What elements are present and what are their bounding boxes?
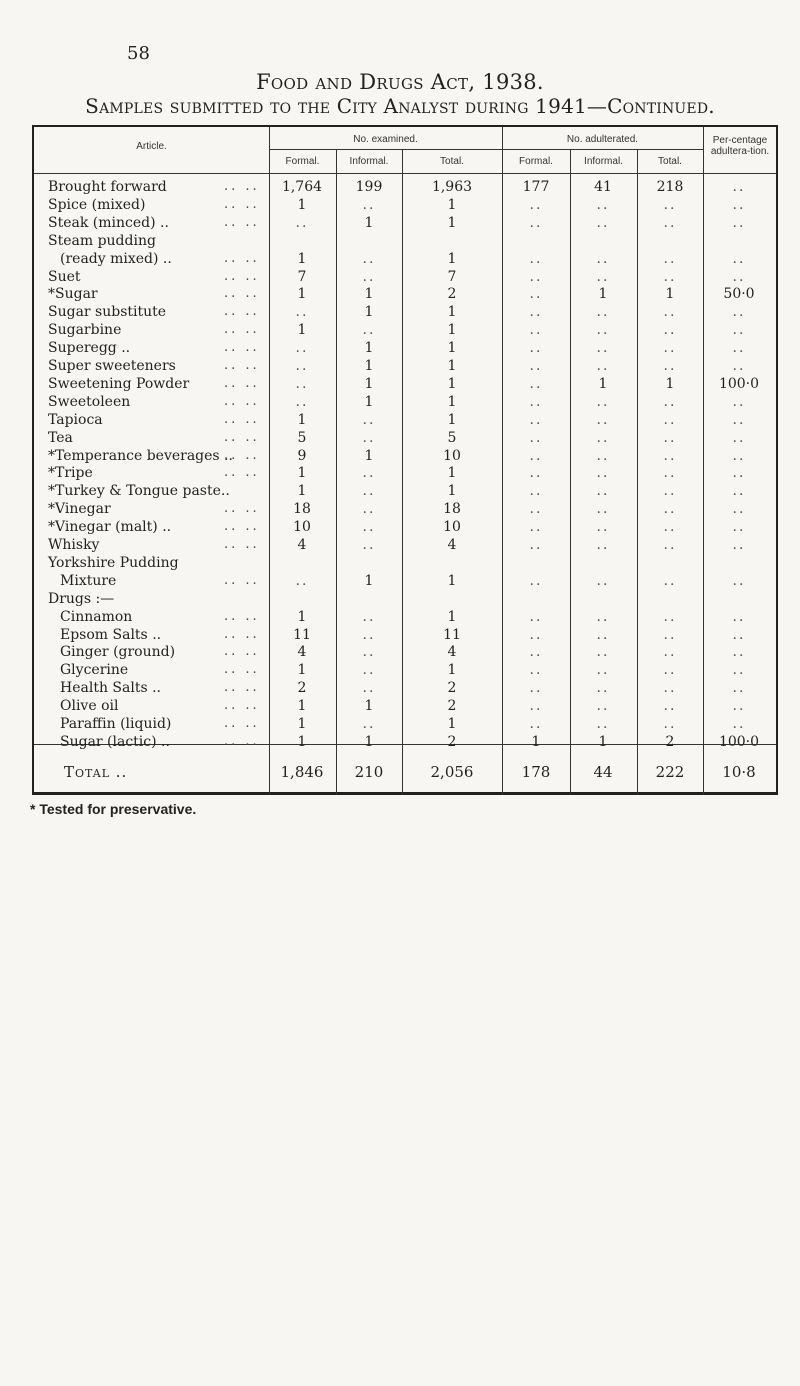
page-subtitle: Samples submitted to the City Analyst during 1941—Continued. — [85, 94, 715, 118]
table-cell: 1 — [364, 340, 374, 357]
leader-dots: .. .. — [224, 214, 260, 230]
header-adulterated: No. adulterated. — [566, 134, 639, 145]
table-cell: .. — [362, 465, 376, 482]
table-cell: .. — [732, 340, 746, 357]
table-cell: 1 — [297, 465, 307, 482]
row-label: Sugar (lactic) .. — [60, 733, 170, 750]
leader-dots: .. .. — [224, 179, 260, 194]
table-cell: 1 — [364, 286, 374, 303]
table-cell: .. — [362, 196, 376, 213]
header-examined-formal: Formal. — [285, 156, 320, 167]
table-cell: 1 — [364, 375, 374, 392]
row-label: Steak (minced) .. — [48, 214, 169, 231]
table-cell: 2 — [447, 286, 457, 303]
table-cell: .. — [663, 608, 677, 625]
row-label: Tapioca — [48, 411, 103, 428]
table-cell: .. — [596, 358, 610, 374]
table-cell: 1 — [297, 250, 307, 267]
total-cell: 222 — [655, 763, 685, 781]
leader-dots: .. .. — [224, 375, 260, 391]
table-cell: .. — [529, 465, 543, 482]
leader-dots: .. .. — [224, 322, 260, 338]
table-cell: 2 — [447, 680, 457, 697]
table-cell: .. — [529, 572, 543, 589]
leader-dots: .. .. — [224, 268, 260, 284]
table-cell: 1 — [447, 716, 457, 732]
table-cell: 1 — [598, 375, 608, 392]
table-cell: .. — [529, 358, 543, 374]
table-cell: .. — [362, 268, 376, 285]
table-cell: .. — [596, 662, 610, 679]
table-cell: 1 — [364, 358, 374, 374]
row-label: Steam pudding — [48, 232, 156, 249]
table-cell: 1 — [364, 214, 374, 231]
table-cell: .. — [596, 250, 610, 267]
table-cell: 1 — [364, 733, 374, 750]
table-cell: .. — [529, 429, 543, 446]
row-label: *Vinegar — [48, 501, 111, 518]
table-cell: .. — [732, 537, 746, 553]
leader-dots: .. .. — [224, 196, 260, 212]
leader-dots: .. .. — [224, 626, 260, 642]
table-cell: .. — [663, 250, 677, 267]
row-label: *Sugar — [48, 286, 98, 303]
row-label: Super sweeteners — [48, 358, 176, 374]
total-cell: 1,846 — [280, 763, 324, 781]
table-cell: .. — [529, 447, 543, 464]
table-cell: .. — [596, 268, 610, 285]
row-label: Superegg .. — [48, 340, 131, 357]
table-cell: .. — [529, 501, 543, 518]
table-cell: .. — [529, 698, 543, 715]
leader-dots: .. .. — [224, 429, 260, 445]
table-cell: .. — [732, 501, 746, 518]
table-cell: .. — [596, 608, 610, 625]
table-cell: .. — [663, 716, 677, 732]
table-cell: .. — [596, 716, 610, 732]
table-cell: .. — [732, 662, 746, 679]
table-cell: .. — [529, 304, 543, 321]
total-cell: 2,056 — [430, 763, 474, 781]
table-cell: .. — [529, 537, 543, 553]
table-cell: 1 — [598, 286, 608, 303]
table-cell: .. — [529, 393, 543, 410]
table-cell: .. — [596, 483, 610, 500]
leader-dots: .. .. — [224, 572, 260, 588]
table-cell: .. — [732, 519, 746, 536]
leader-dots: .. .. — [224, 304, 260, 320]
table-cell: .. — [362, 519, 376, 536]
table-cell: 11 — [443, 626, 461, 643]
table-cell: .. — [362, 537, 376, 553]
table-cell: .. — [362, 322, 376, 339]
row-label: Suet — [48, 268, 81, 285]
header-subrule — [269, 149, 703, 150]
table-cell: .. — [663, 304, 677, 321]
leader-dots: .. .. — [224, 608, 260, 624]
table-cell: .. — [362, 626, 376, 643]
table-cell: 1 — [297, 662, 307, 679]
table-cell: .. — [596, 393, 610, 410]
table-cell: 1 — [297, 411, 307, 428]
table-cell: 1 — [447, 393, 457, 410]
table-cell: 10 — [293, 519, 311, 536]
table-cell: 1 — [297, 196, 307, 213]
table-cell: 41 — [594, 179, 612, 195]
row-label: Sweetoleen — [48, 393, 131, 410]
row-label: Ginger (ground) — [60, 644, 176, 661]
table-cell: .. — [732, 698, 746, 715]
row-label: *Tripe — [48, 465, 93, 482]
table-cell: .. — [529, 286, 543, 303]
table-cell: 1 — [364, 447, 374, 464]
row-label: Tea — [48, 429, 73, 446]
table-cell: .. — [732, 214, 746, 231]
table-cell: .. — [529, 662, 543, 679]
table-cell: .. — [295, 375, 309, 392]
samples-table — [32, 125, 778, 795]
leader-dots: .. .. — [224, 465, 260, 481]
table-cell: 2 — [447, 698, 457, 715]
table-cell: .. — [732, 429, 746, 446]
header-percentage: Per-centage adultera-tion. — [710, 135, 770, 157]
table-cell: .. — [529, 411, 543, 428]
table-cell: .. — [663, 196, 677, 213]
table-cell: .. — [295, 393, 309, 410]
header-rule — [34, 173, 776, 174]
table-cell: .. — [596, 519, 610, 536]
row-label: Sweetening Powder — [48, 375, 190, 392]
table-cell: 9 — [297, 447, 307, 464]
table-cell: .. — [732, 322, 746, 339]
table-cell: .. — [663, 483, 677, 500]
table-cell: .. — [732, 447, 746, 464]
table-cell: 1 — [447, 411, 457, 428]
table-cell: .. — [663, 501, 677, 518]
table-cell: 2 — [447, 733, 457, 750]
table-cell: .. — [529, 268, 543, 285]
leader-dots: .. .. — [224, 340, 260, 356]
table-cell: .. — [362, 608, 376, 625]
table-cell: .. — [596, 304, 610, 321]
table-cell: 4 — [447, 537, 457, 553]
table-cell: 1 — [447, 304, 457, 321]
total-cell: 178 — [521, 763, 551, 781]
table-cell: 100·0 — [718, 733, 760, 750]
table-cell: .. — [362, 250, 376, 267]
table-cell: .. — [295, 572, 309, 589]
row-label: Drugs :— — [48, 590, 115, 607]
header-adulterated-total: Total. — [658, 156, 682, 167]
table-cell: .. — [596, 196, 610, 213]
table-cell: 1 — [447, 375, 457, 392]
table-cell: 1 — [297, 483, 307, 500]
table-cell: .. — [529, 196, 543, 213]
table-cell: .. — [362, 429, 376, 446]
table-cell: 1 — [297, 286, 307, 303]
table-cell: .. — [596, 429, 610, 446]
table-cell: 1 — [447, 340, 457, 357]
table-cell: 1 — [297, 608, 307, 625]
table-cell: .. — [295, 214, 309, 231]
table-cell: 5 — [297, 429, 307, 446]
header-article: Article. — [136, 141, 167, 152]
table-cell: 4 — [297, 644, 307, 661]
table-cell: .. — [596, 501, 610, 518]
row-label: Sugar substitute — [48, 304, 167, 321]
total-cell: 44 — [593, 763, 613, 781]
table-cell: .. — [295, 304, 309, 321]
table-cell: 1 — [297, 322, 307, 339]
table-cell: 1 — [447, 196, 457, 213]
table-cell: .. — [529, 519, 543, 536]
leader-dots: .. .. — [224, 358, 260, 373]
table-cell: 100·0 — [718, 375, 760, 392]
table-cell: 2 — [665, 733, 675, 750]
table-cell: .. — [529, 716, 543, 732]
table-cell: 1 — [531, 733, 541, 750]
table-cell: 10 — [443, 519, 461, 536]
row-label: Olive oil — [60, 698, 119, 715]
table-cell: 4 — [297, 537, 307, 553]
footnote: * Tested for preservative. — [30, 801, 197, 817]
table-cell: .. — [596, 680, 610, 697]
table-cell: .. — [663, 537, 677, 553]
leader-dots: .. .. — [224, 447, 260, 463]
table-cell: .. — [596, 626, 610, 643]
table-cell: .. — [732, 268, 746, 285]
table-cell: 1 — [297, 698, 307, 715]
table-cell: 1,963 — [431, 179, 473, 195]
table-cell: 18 — [293, 501, 311, 518]
table-cell: .. — [529, 340, 543, 357]
leader-dots: .. .. — [224, 698, 260, 714]
leader-dots: .. .. — [224, 519, 260, 535]
table-cell: 1,764 — [281, 179, 323, 195]
table-cell: 1 — [447, 358, 457, 374]
row-label: *Vinegar (malt) .. — [48, 519, 172, 536]
table-cell: 218 — [656, 179, 684, 195]
table-cell: 1 — [447, 572, 457, 589]
page-number: 58 — [127, 43, 150, 64]
table-cell: .. — [596, 447, 610, 464]
table-cell: .. — [663, 519, 677, 536]
row-label: Paraffin (liquid) — [60, 716, 172, 732]
table-cell: .. — [362, 716, 376, 732]
leader-dots: .. .. — [224, 733, 260, 749]
table-cell: .. — [596, 644, 610, 661]
table-cell: .. — [596, 214, 610, 231]
table-cell: 1 — [364, 393, 374, 410]
table-cell: .. — [663, 465, 677, 482]
row-label: (ready mixed) .. — [60, 250, 172, 267]
table-cell: .. — [596, 572, 610, 589]
table-cell: .. — [732, 626, 746, 643]
table-cell: 1 — [598, 733, 608, 750]
table-cell: 1 — [364, 572, 374, 589]
row-label: Sugarbine — [48, 322, 122, 339]
table-cell: 1 — [447, 214, 457, 231]
row-label: Whisky — [48, 537, 100, 553]
table-cell: 1 — [297, 716, 307, 732]
table-cell: 1 — [447, 322, 457, 339]
table-cell: .. — [596, 465, 610, 482]
leader-dots: .. .. — [224, 662, 260, 678]
row-label: Epsom Salts .. — [60, 626, 162, 643]
table-cell: 1 — [665, 286, 675, 303]
table-cell: .. — [732, 644, 746, 661]
table-cell: .. — [732, 483, 746, 500]
table-cell: .. — [663, 429, 677, 446]
table-cell: .. — [663, 644, 677, 661]
total-cell: 10·8 — [722, 763, 756, 781]
table-cell: 7 — [297, 268, 307, 285]
table-cell: 1 — [447, 483, 457, 500]
leader-dots: .. .. — [224, 393, 260, 409]
header-adulterated-formal: Formal. — [519, 156, 553, 167]
table-cell: 1 — [665, 375, 675, 392]
leader-dots: .. .. — [224, 501, 260, 517]
table-cell: 1 — [447, 250, 457, 267]
table-cell: 1 — [364, 304, 374, 321]
table-cell: .. — [596, 411, 610, 428]
table-cell: 1 — [364, 698, 374, 715]
table-cell: 11 — [293, 626, 311, 643]
table-cell: .. — [732, 411, 746, 428]
header-examined-informal: Informal. — [349, 156, 389, 167]
table-cell: .. — [663, 268, 677, 285]
table-cell: .. — [529, 626, 543, 643]
total-cell: 210 — [354, 763, 384, 781]
table-cell: .. — [362, 411, 376, 428]
table-cell: .. — [295, 358, 309, 374]
table-cell: .. — [596, 537, 610, 553]
row-label: Mixture — [60, 572, 117, 589]
table-cell: .. — [732, 572, 746, 589]
leader-dots: .. .. — [224, 644, 260, 660]
table-cell: .. — [529, 608, 543, 625]
table-cell: .. — [732, 393, 746, 410]
leader-dots: .. .. — [224, 537, 260, 552]
table-cell: .. — [663, 411, 677, 428]
leader-dots: .. .. — [224, 411, 260, 427]
table-cell: 1 — [447, 662, 457, 679]
table-cell: 50·0 — [723, 286, 755, 303]
table-cell: .. — [732, 250, 746, 267]
table-cell: .. — [663, 662, 677, 679]
table-cell: .. — [732, 196, 746, 213]
header-examined-total: Total. — [440, 156, 464, 167]
row-label: Cinnamon — [60, 608, 133, 625]
table-cell: .. — [529, 483, 543, 500]
table-cell: .. — [663, 626, 677, 643]
page-title: Food and Drugs Act, 1938. — [256, 70, 544, 94]
table-cell: .. — [732, 608, 746, 625]
table-cell: .. — [732, 680, 746, 697]
table-cell: 5 — [447, 429, 457, 446]
leader-dots: .. .. — [224, 680, 260, 696]
table-cell: .. — [295, 340, 309, 357]
table-cell: 1 — [447, 465, 457, 482]
table-cell: .. — [663, 680, 677, 697]
table-cell: .. — [732, 179, 746, 195]
table-cell: .. — [732, 465, 746, 482]
header-examined: No. examined. — [353, 134, 418, 145]
table-cell: .. — [663, 322, 677, 339]
leader-dots: .. .. — [224, 250, 260, 266]
table-cell: .. — [663, 698, 677, 715]
table-cell: .. — [663, 393, 677, 410]
table-cell: .. — [362, 680, 376, 697]
row-label: Yorkshire Pudding — [48, 554, 179, 571]
table-cell: .. — [663, 340, 677, 357]
table-cell: 4 — [447, 644, 457, 661]
table-cell: .. — [529, 375, 543, 392]
row-label: Health Salts .. — [60, 680, 161, 697]
row-label: Glycerine — [60, 662, 129, 679]
table-cell: 10 — [443, 447, 461, 464]
table-cell: .. — [362, 662, 376, 679]
table-cell: 199 — [355, 179, 383, 195]
table-cell: 1 — [447, 608, 457, 625]
table-cell: .. — [663, 358, 677, 374]
header-adulterated-informal: Informal. — [584, 156, 623, 167]
table-cell: .. — [596, 340, 610, 357]
row-label: Brought forward — [48, 179, 167, 195]
table-cell: .. — [362, 483, 376, 500]
table-cell: 7 — [447, 268, 457, 285]
row-label: *Temperance beverages .. — [48, 447, 233, 464]
table-cell: .. — [663, 572, 677, 589]
table-cell: .. — [362, 501, 376, 518]
table-cell: .. — [529, 680, 543, 697]
table-cell: .. — [663, 447, 677, 464]
table-cell: .. — [663, 214, 677, 231]
table-cell: .. — [596, 322, 610, 339]
table-cell: 18 — [443, 501, 461, 518]
leader-dots: .. .. — [224, 286, 260, 302]
table-cell: .. — [529, 214, 543, 231]
table-cell: 2 — [297, 680, 307, 697]
table-cell: .. — [529, 644, 543, 661]
total-row-label: Total .. — [64, 763, 128, 781]
table-cell: .. — [596, 698, 610, 715]
table-cell: .. — [732, 358, 746, 374]
row-label: *Turkey & Tongue paste.. — [48, 483, 230, 500]
table-cell: .. — [362, 644, 376, 661]
table-cell: .. — [529, 250, 543, 267]
table-cell: .. — [732, 716, 746, 732]
table-cell: .. — [732, 304, 746, 321]
leader-dots: .. .. — [224, 716, 260, 731]
table-cell: 1 — [297, 733, 307, 750]
row-label: Spice (mixed) — [48, 196, 146, 213]
table-cell: 177 — [522, 179, 550, 195]
table-cell: .. — [529, 322, 543, 339]
